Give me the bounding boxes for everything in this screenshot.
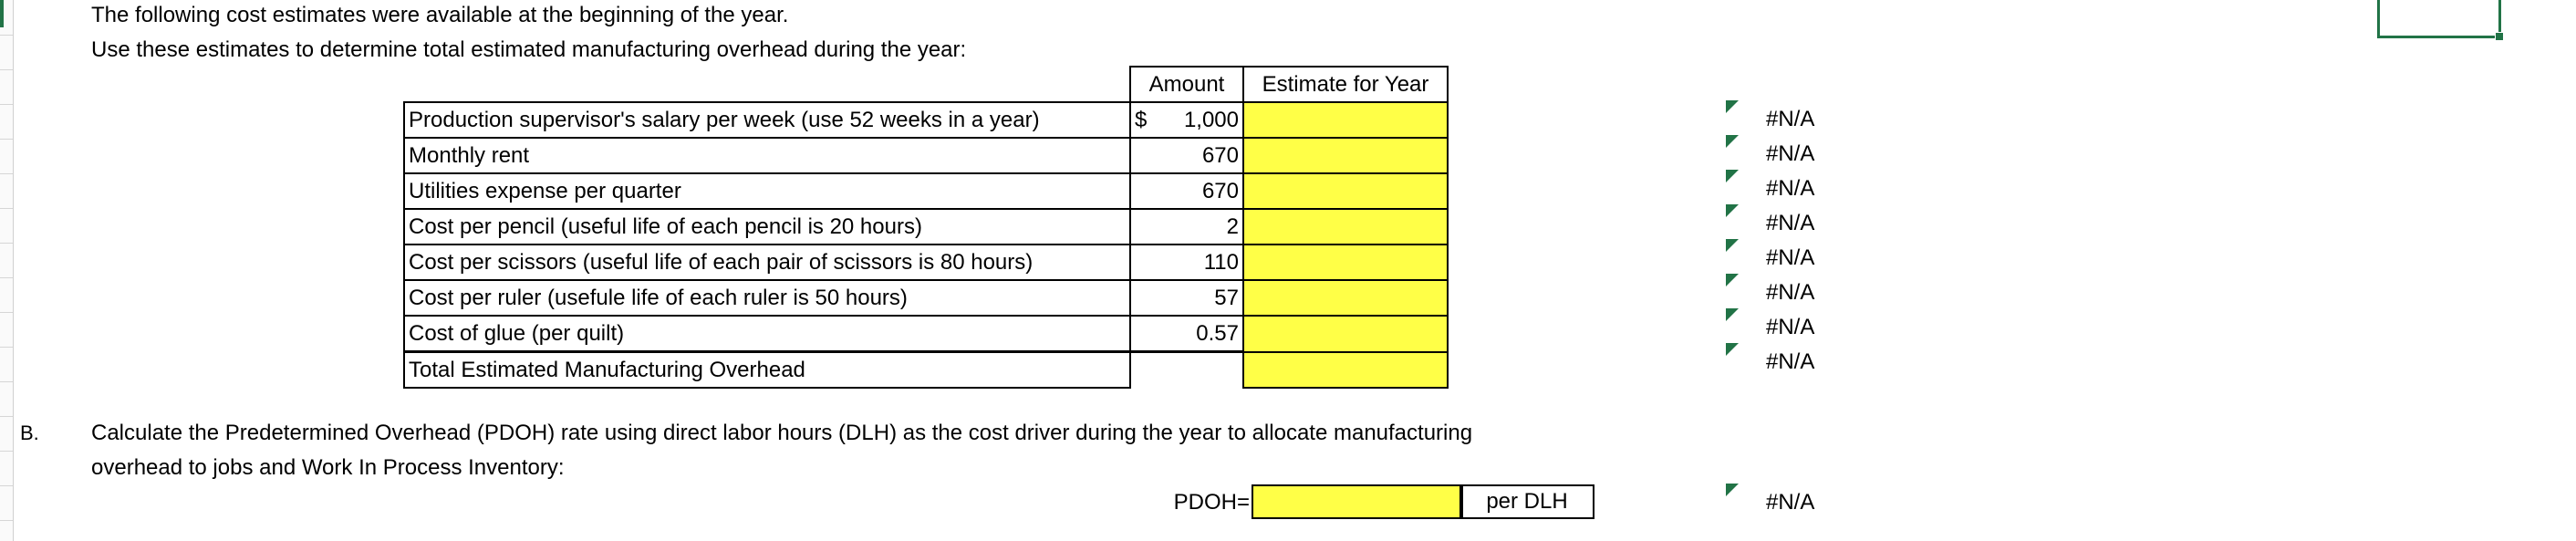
- check-value[interactable]: #N/A: [1766, 141, 1815, 166]
- estimate-input-cell[interactable]: [1243, 102, 1448, 138]
- check-value[interactable]: #N/A: [1766, 107, 1815, 131]
- row-divider: [0, 173, 13, 174]
- row-label[interactable]: Cost of glue (per quilt): [404, 316, 1130, 352]
- pdoh-label: PDOH=: [1173, 490, 1250, 515]
- table-row: [404, 280, 1448, 316]
- intro-line-2: Use these estimates to determine total estimated manufacturing overhead during the year:: [91, 37, 967, 62]
- row-divider: [0, 312, 13, 313]
- estimate-input-cell[interactable]: [1243, 316, 1448, 352]
- total-estimate-input-cell[interactable]: [1243, 352, 1448, 389]
- intro-line-1: The following cost estimates were available at the beginning of the year.: [91, 3, 789, 27]
- amount-value: 1,000: [1183, 108, 1239, 132]
- row-divider: [0, 485, 13, 486]
- check-value[interactable]: #N/A: [1766, 280, 1815, 305]
- error-indicator-icon[interactable]: [1726, 170, 1739, 182]
- row-label[interactable]: Cost per ruler (usefule life of each ruler is 50 hours): [404, 280, 1130, 316]
- row-label[interactable]: Utilities expense per quarter: [404, 173, 1130, 209]
- pdoh-check-value[interactable]: #N/A: [1766, 490, 1815, 515]
- row-divider: [0, 277, 13, 278]
- table-header-row: [404, 67, 1448, 102]
- cost-estimates-table: [403, 66, 1449, 389]
- estimate-input-cell[interactable]: [1243, 138, 1448, 173]
- estimate-input-cell[interactable]: [1243, 209, 1448, 244]
- row-divider: [0, 243, 13, 244]
- error-indicator-icon[interactable]: [1726, 239, 1739, 252]
- row-divider: [0, 139, 13, 140]
- selected-row-indicator: [0, 0, 4, 27]
- check-value[interactable]: #N/A: [1766, 211, 1815, 235]
- row-label[interactable]: Monthly rent: [404, 138, 1130, 173]
- table-row: [404, 102, 1448, 138]
- estimate-input-cell[interactable]: [1243, 280, 1448, 316]
- table-row: [404, 138, 1448, 173]
- header-amount: Amount: [1130, 67, 1243, 102]
- check-value[interactable]: #N/A: [1766, 349, 1815, 374]
- currency-symbol: $: [1135, 108, 1148, 132]
- table-row: [404, 316, 1448, 352]
- section-b-marker: B.: [20, 421, 39, 444]
- pdoh-input-cell[interactable]: [1252, 484, 1463, 519]
- row-divider: [0, 381, 13, 382]
- row-label[interactable]: Cost per scissors (useful life of each pair of scissors is 80 hours): [404, 244, 1130, 280]
- row-divider: [0, 208, 13, 209]
- row-amount[interactable]: 2: [1130, 209, 1243, 244]
- row-label[interactable]: Cost per pencil (useful life of each pencil is 20 hours): [404, 209, 1130, 244]
- estimate-input-cell[interactable]: [1243, 173, 1448, 209]
- table-row: [404, 173, 1448, 209]
- total-label[interactable]: Total Estimated Manufacturing Overhead: [404, 352, 1130, 389]
- row-divider: [0, 347, 13, 348]
- header-blank: [404, 67, 1130, 102]
- row-divider: [0, 35, 13, 36]
- estimate-input-cell[interactable]: [1243, 244, 1448, 280]
- row-divider: [0, 520, 13, 521]
- row-divider: [0, 416, 13, 417]
- row-divider: [0, 104, 13, 105]
- error-indicator-icon[interactable]: [1726, 343, 1739, 356]
- header-estimate-for-year: Estimate for Year: [1243, 67, 1448, 102]
- check-value[interactable]: #N/A: [1766, 176, 1815, 201]
- table-row: [404, 244, 1448, 280]
- section-b-line-2: overhead to jobs and Work In Process Inventory:: [91, 455, 565, 480]
- row-divider: [0, 451, 13, 452]
- row-amount[interactable]: 110: [1130, 244, 1243, 280]
- total-row: [404, 352, 1448, 389]
- row-amount[interactable]: 670: [1130, 173, 1243, 209]
- total-amount-blank[interactable]: [1130, 352, 1243, 389]
- row-amount[interactable]: 57: [1130, 280, 1243, 316]
- error-indicator-icon[interactable]: [1726, 274, 1739, 286]
- active-cell-selection[interactable]: [2377, 0, 2501, 38]
- row-header-strip: [0, 0, 14, 541]
- row-label[interactable]: Production supervisor's salary per week (use 52 weeks in a year): [404, 102, 1130, 138]
- row-amount[interactable]: [1130, 102, 1243, 138]
- error-indicator-icon[interactable]: [1726, 204, 1739, 217]
- error-indicator-icon[interactable]: [1726, 308, 1739, 321]
- table-row: [404, 209, 1448, 244]
- check-value[interactable]: #N/A: [1766, 245, 1815, 270]
- row-amount[interactable]: 670: [1130, 138, 1243, 173]
- fill-handle[interactable]: [2495, 32, 2504, 41]
- error-indicator-icon[interactable]: [1726, 100, 1739, 113]
- section-b-line-1: Calculate the Predetermined Overhead (PDOH) rate using direct labor hours (DLH) as the cost driver during the year to allocate manufacturing: [91, 421, 1473, 445]
- row-divider: [0, 69, 13, 70]
- check-value[interactable]: #N/A: [1766, 315, 1815, 339]
- error-indicator-icon[interactable]: [1726, 135, 1739, 148]
- pdoh-unit-label: per DLH: [1459, 484, 1594, 519]
- row-amount[interactable]: 0.57: [1130, 316, 1243, 352]
- error-indicator-icon[interactable]: [1726, 484, 1739, 496]
